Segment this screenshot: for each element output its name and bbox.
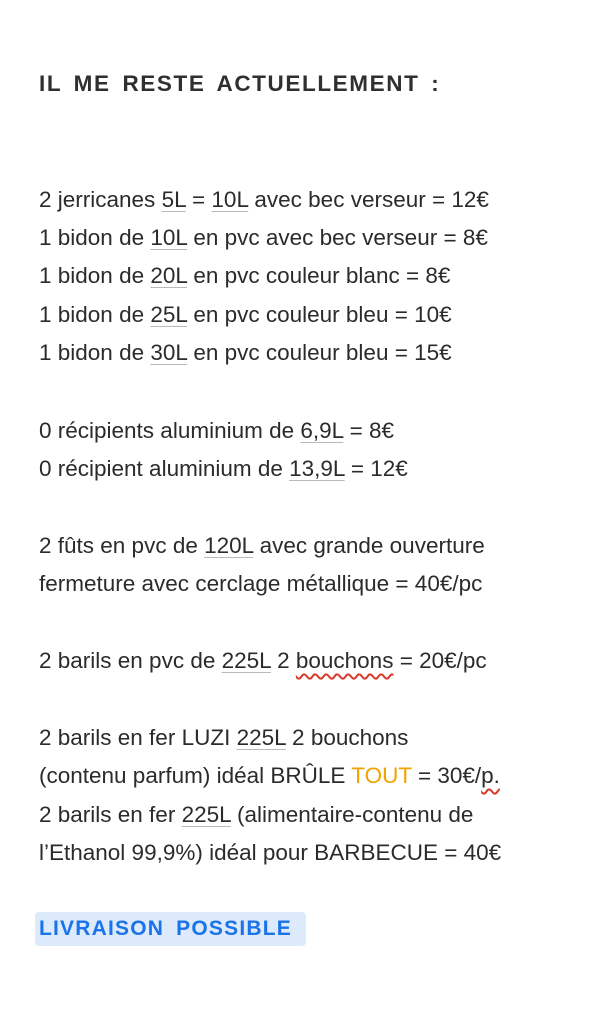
note-line-bidon-30l bbox=[39, 342, 452, 365]
note-line-bidon-25l bbox=[39, 304, 452, 327]
text-segment: 2 bouchons bbox=[285, 725, 409, 750]
text-segment: avec grande ouverture bbox=[253, 533, 485, 558]
text-segment: 1 bidon de bbox=[39, 340, 151, 365]
text-segment: (alimentaire-contenu de bbox=[230, 802, 474, 827]
text-segment: en pvc couleur bleu = 15€ bbox=[187, 340, 452, 365]
text-segment: 0 récipient aluminium de bbox=[39, 456, 290, 481]
volume-link[interactable]: 30L bbox=[150, 340, 188, 365]
note-line-futs-120l bbox=[39, 535, 485, 558]
volume-link[interactable]: 6,9L bbox=[300, 418, 344, 443]
text-segment: = 12€ bbox=[344, 456, 408, 481]
text-segment: 1 bidon de bbox=[39, 225, 151, 250]
volume-link[interactable]: 225L bbox=[181, 802, 231, 827]
delivery-badge bbox=[35, 912, 306, 946]
note-line-bidon-20l bbox=[39, 265, 450, 288]
volume-link[interactable]: 120L bbox=[204, 533, 254, 558]
volume-link[interactable]: 20L bbox=[150, 263, 188, 288]
volume-link[interactable]: 10L bbox=[211, 187, 249, 212]
volume-link[interactable]: 25L bbox=[150, 302, 188, 327]
text-segment: en pvc couleur bleu = 10€ bbox=[187, 302, 452, 327]
note-line-barils-fer-alimentaire bbox=[39, 804, 473, 827]
note-line-bidon-10l bbox=[39, 227, 488, 250]
note-line-barils-pvc bbox=[39, 650, 487, 673]
text-segment: 2 jerricanes bbox=[39, 187, 162, 212]
text-segment: 2 barils en pvc de bbox=[39, 648, 222, 673]
note-line-futs-fermeture bbox=[39, 573, 482, 596]
note-line-contenu-parfum bbox=[39, 765, 500, 788]
note-line-aluminium-13-9l bbox=[39, 458, 408, 481]
note-line-ethanol bbox=[39, 842, 501, 865]
text-segment: avec bec verseur = 12€ bbox=[248, 187, 489, 212]
text-segment: l’Ethanol 99,9%) idéal pour BARBECUE = 40€ bbox=[39, 840, 502, 865]
volume-link[interactable]: 225L bbox=[221, 648, 271, 673]
note-line-barils-fer-luzi bbox=[39, 727, 408, 750]
text-segment: = 8€ bbox=[343, 418, 395, 443]
text-segment: 1 bidon de bbox=[39, 302, 151, 327]
volume-link[interactable]: 225L bbox=[236, 725, 286, 750]
note-heading: IL ME RESTE ACTUELLEMENT : bbox=[39, 71, 441, 96]
volume-link[interactable]: 10L bbox=[150, 225, 188, 250]
note-line-jerricanes bbox=[39, 189, 489, 212]
delivery-badge-label: LIVRAISON POSSIBLE bbox=[39, 917, 292, 940]
text-segment: = 30€/ bbox=[411, 763, 482, 788]
spellcheck-word[interactable]: bouchons bbox=[295, 648, 394, 673]
text-segment: 2 barils en fer LUZI bbox=[39, 725, 237, 750]
highlighted-word: TOUT bbox=[351, 763, 412, 788]
spellcheck-word[interactable]: p. bbox=[481, 763, 500, 788]
text-segment: 0 récipients aluminium de bbox=[39, 418, 301, 443]
text-segment: = 20€/pc bbox=[393, 648, 487, 673]
text-segment: en pvc avec bec verseur = 8€ bbox=[187, 225, 488, 250]
text-segment: 2 fûts en pvc de bbox=[39, 533, 205, 558]
volume-link[interactable]: 13,9L bbox=[289, 456, 345, 481]
volume-link[interactable]: 5L bbox=[161, 187, 186, 212]
text-segment: = bbox=[185, 187, 212, 212]
text-segment: 2 barils en fer bbox=[39, 802, 182, 827]
text-segment: (contenu parfum) idéal BRÛLE bbox=[39, 763, 352, 788]
text-segment: en pvc couleur blanc = 8€ bbox=[187, 263, 451, 288]
text-segment: 2 bbox=[270, 648, 296, 673]
text-segment: 1 bidon de bbox=[39, 263, 151, 288]
text-segment: fermeture avec cerclage métallique = 40€/pc bbox=[39, 571, 483, 596]
note-line-aluminium-6-9l bbox=[39, 420, 394, 443]
